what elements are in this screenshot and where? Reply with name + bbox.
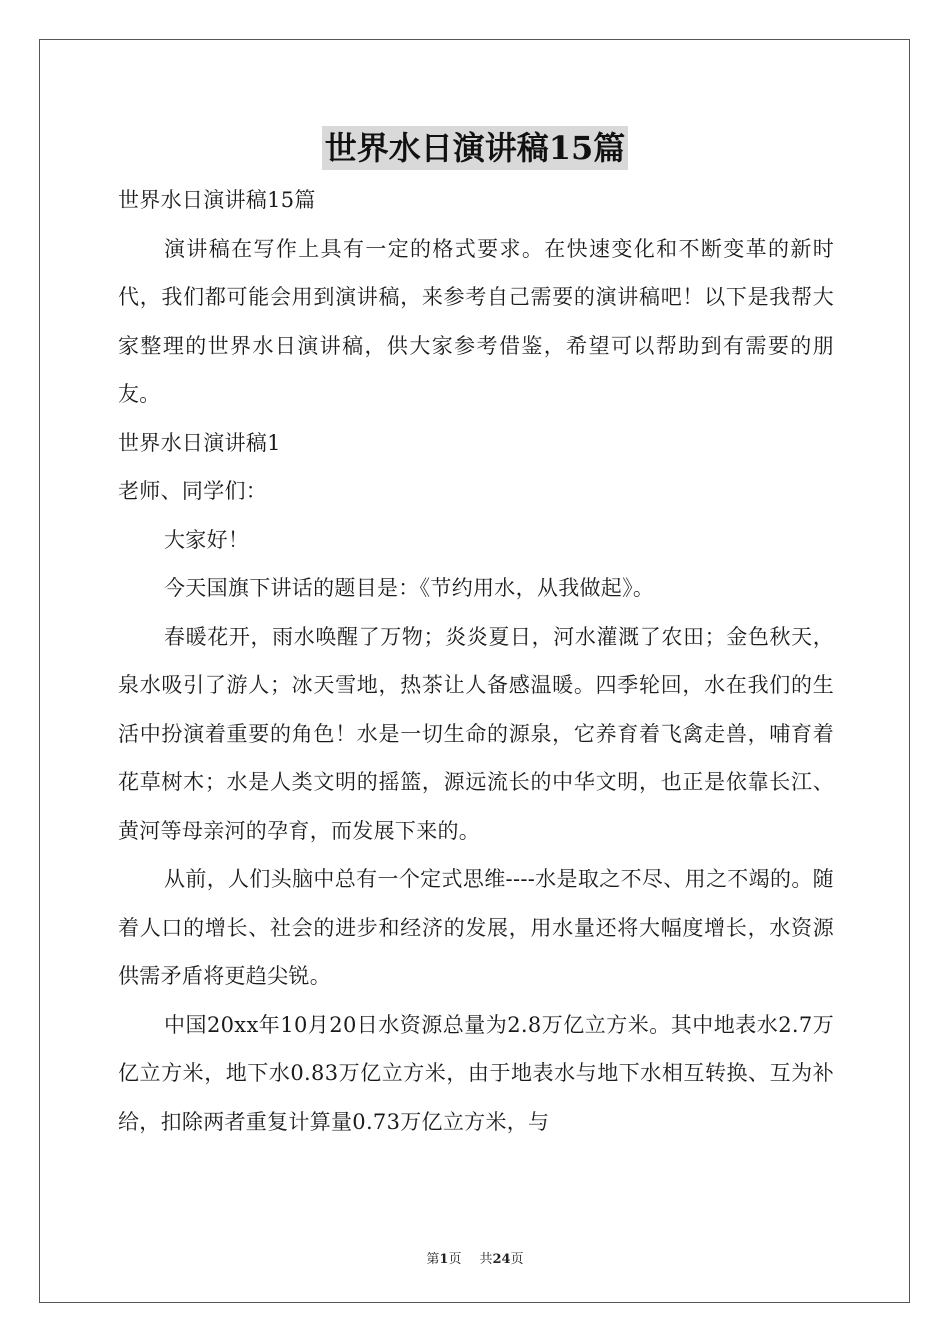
- total-suffix: 页: [510, 1252, 524, 1267]
- paragraph-section-heading: 世界水日演讲稿1: [118, 430, 281, 455]
- page-total-number: 24: [492, 1252, 511, 1267]
- paragraph-seasons: 春暖花开，雨水唤醒了万物；炎炎夏日，河水灌溉了农田；金色秋天，泉水吸引了游人；冰天雪地，热茶让人备感温暖。四季轮回，水在我们的生活中扮演着重要的角色！水是一切生命的源泉，它养育着飞禽走兽，哺育着花草树木；水是人类文明的摇篮，源远流长的中华文明，也正是依靠长江、黄河等母亲河的孕育，而发展下来的。: [118, 624, 834, 843]
- paragraph-past-thinking: 从前，人们头脑中总有一个定式思维----水是取之不尽、用之不竭的。随着人口的增长、社会的进步和经济的发展，用水量还将大幅度增长，水资源供需矛盾将更趋尖锐。: [118, 867, 834, 988]
- page-suffix: 页: [448, 1252, 462, 1267]
- paragraph-subtitle: 世界水日演讲稿15篇: [118, 188, 316, 212]
- total-prefix: 共: [479, 1252, 493, 1267]
- paragraph-salutation: 老师、同学们：: [118, 479, 268, 503]
- page-footer: [0, 1248, 950, 1267]
- paragraph-greeting: 大家好！: [164, 527, 250, 552]
- page-prefix: 第: [426, 1252, 440, 1267]
- paragraph-topic: 今天国旗下讲话的题目是：《节约用水，从我做起》。: [164, 576, 655, 600]
- document-title: 世界水日演讲稿15篇: [322, 126, 629, 170]
- title-area: [0, 126, 950, 170]
- paragraph-water-stats: 中国20xx年10月20日水资源总量为2.8万亿立方米。其中地表水2.7万亿立方米，地下水0.83万亿立方米，由于地表水与地下水相互转换、互为补给，扣除两者重复计算量0.73万亿立方米，与: [118, 1012, 834, 1134]
- document-body: [118, 176, 834, 1146]
- page-current-number: 1: [439, 1252, 449, 1267]
- paragraph-intro: 演讲稿在写作上具有一定的格式要求。在快速变化和不断变革的新时代，我们都可能会用到演讲稿，来参考自己需要的演讲稿吧！以下是我帮大家整理的世界水日演讲稿，供大家参考借鉴，希望可以帮助到有需要的朋友。: [118, 236, 834, 406]
